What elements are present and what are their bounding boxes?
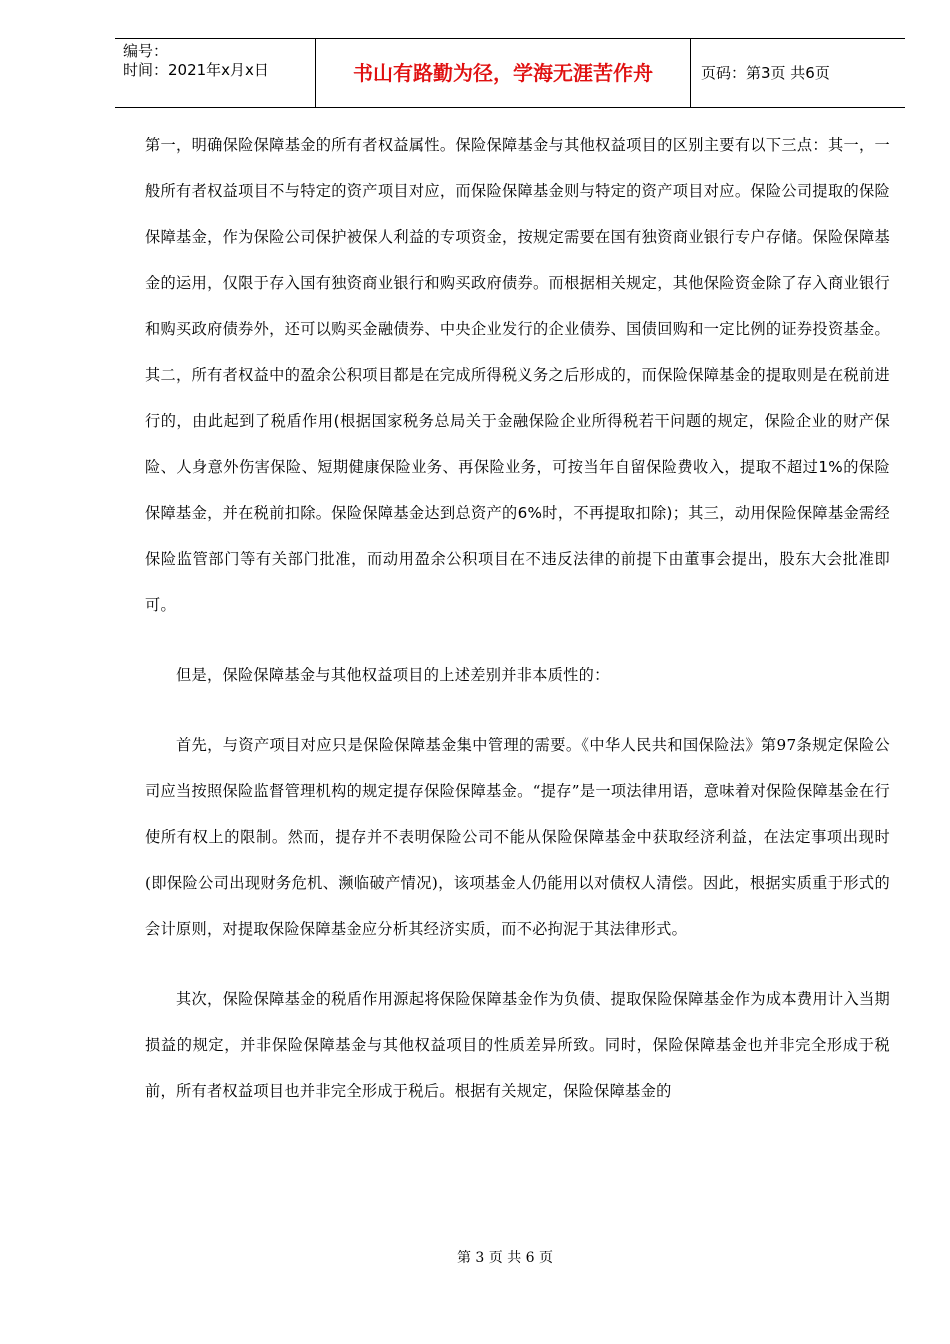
page-footer: 第 3 页 共 6 页 <box>456 1250 554 1266</box>
document-body <box>145 122 890 1114</box>
header-page-label: 页码：第3页 共6页 <box>701 64 830 82</box>
paragraph-4: 其次，保险保障基金的税盾作用源起将保险保障基金作为负债、提取保险保障基金作为成本费用计入当期损益的规定，并非保险保障基金与其他权益项目的性质差异所致。同时，保险保障基金也并非完全形成于税前，所有者权益项目也并非完全形成于税后。根据有关规定，保险保障基金的 <box>145 990 890 1100</box>
page-header <box>115 38 905 108</box>
paragraph-2: 但是，保险保障基金与其他权益项目的上述差别并非本质性的： <box>176 666 610 684</box>
date-label: 时间：2021年x月x日 <box>123 61 269 79</box>
header-motto: 书山有路勤为径，学海无涯苦作舟 <box>316 39 691 107</box>
paragraph-3: 首先，与资产项目对应只是保险保障基金集中管理的需要。《中华人民共和国保险法》第97条规定保险公司应当按照保险监督管理机构的规定提存保险保障基金。“提存”是一项法律用语，意味着对保险保障基金在行使所有权上的限制。然而，提存并不表明保险公司不能从保险保障基金中获取经济利益，在法定事项出现时(即保险公司出现财务危机、濒临破产情况)，该项基金人仍能用以对债权人清偿。因此，根据实质重于形式的会计原则，对提取保险保障基金应分析其经济实质，而不必拘泥于其法律形式。 <box>145 736 890 938</box>
number-label: 编号： <box>123 42 169 60</box>
header-meta <box>115 39 316 107</box>
paragraph-1: 第一，明确保险保障基金的所有者权益属性。保险保障基金与其他权益项目的区别主要有以下三点：其一，一般所有者权益项目不与特定的资产项目对应，而保险保障基金则与特定的资产项目对应。保险公司提取的保险保障基金，作为保险公司保护被保人利益的专项资金，按规定需要在国有独资商业银行专户存储。保险保障基金的运用，仅限于存入国有独资商业银行和购买政府债券。而根据相关规定，其他保险资金除了存入商业银行和购买政府债券外，还可以购买金融债券、中央企业发行的企业债券、国债回购和一定比例的证券投资基金。其二，所有者权益中的盈余公积项目都是在完成所得税义务之后形成的，而保险保障基金的提取则是在税前进行的，由此起到了税盾作用(根据国家税务总局关于金融保险企业所得税若干问题的规定，保险企业的财产保险、人身意外伤害保险、短期健康保险业务、再保险业务，可按当年自留保险费收入，提取不超过1%的保险保障基金，并在税前扣除。保险保障基金达到总资产的6%时，不再提取扣除)；其三，动用保险保障基金需经保险监管部门等有关部门批准，而动用盈余公积项目在不违反法律的前提下由董事会提出，股东大会批准即可。 <box>145 136 890 614</box>
